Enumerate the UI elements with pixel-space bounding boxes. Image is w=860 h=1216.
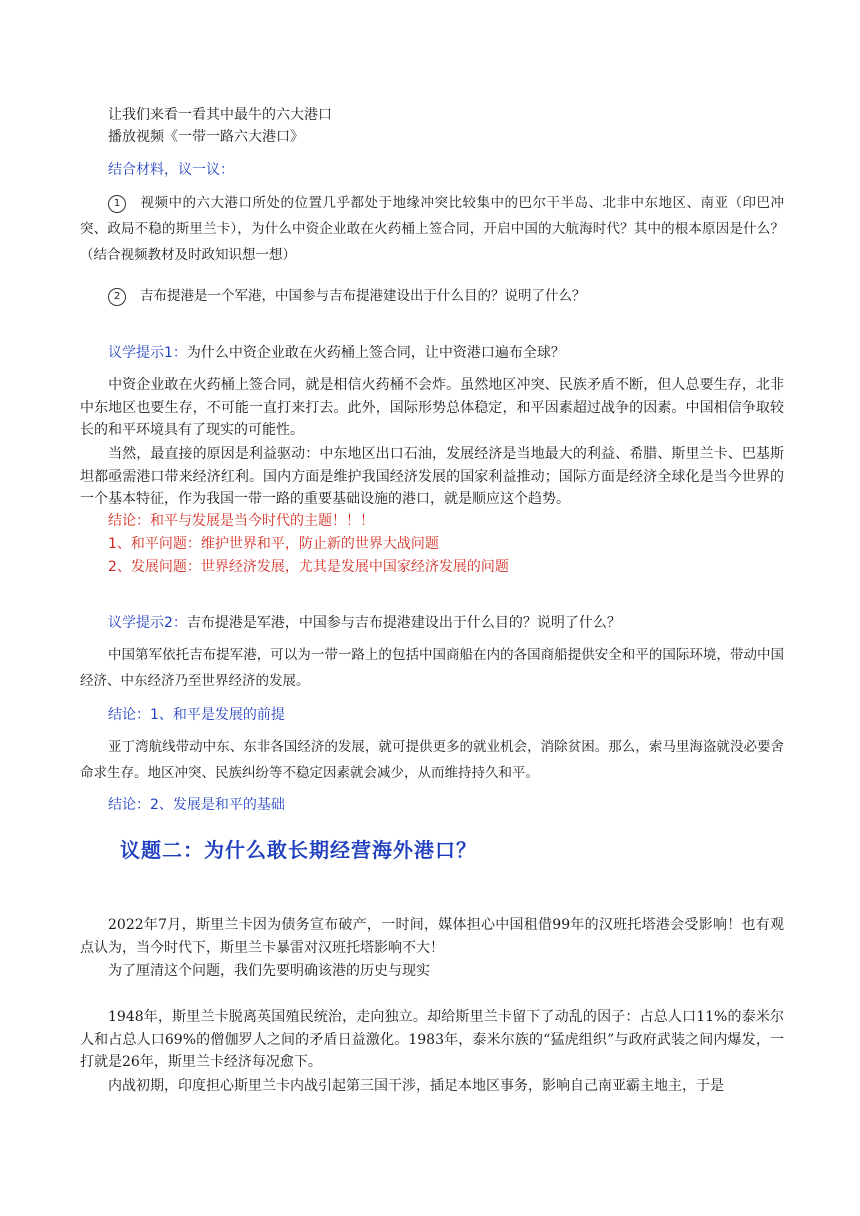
question-2 — [80, 283, 784, 309]
hint-2-paragraph-2-text: 亚丁湾航线带动中东、东非各国经济的发展，就可提供更多的就业机会，消除贫困。那么，索马里海盗就没必要舍命求生存。地区冲突、民族纠纷等不稳定因素就会减少，从而维持持久和平。 — [80, 739, 784, 781]
circled-number-1: 1 — [108, 195, 126, 213]
hint-1-heading — [108, 342, 788, 364]
hint-2-heading — [108, 612, 788, 634]
question-2-text: 吉布提港是一个军港，中国参与吉布提港建设出于什么目的？说明了什么？ — [140, 288, 586, 304]
discuss-title: 结合材料，议一议： — [108, 162, 234, 178]
hint-1-label: 议学提示1： — [108, 345, 187, 361]
intro-line-1: 让我们来看一看其中最牛的六大港口 — [108, 107, 332, 123]
hint-2-conclusion-1: 结论：1、和平是发展的前提 — [108, 707, 285, 723]
topic-2-paragraph-1 — [80, 914, 784, 959]
topic-2-paragraph-4-text: 内战初期，印度担心斯里兰卡内战引起第三国干涉，插足本地区事务，影响自己南亚霸主地主，于是 — [108, 1078, 724, 1094]
hint-2-paragraph-1-text: 中国第军依托吉布提军港，可以为一带一路上的包括中国商船在内的各国商船提供安全和平的国际环境，带动中国经济、中东经济乃至世界经济的发展。 — [80, 647, 784, 689]
topic-2-paragraph-2: 为了厘清这个问题，我们先要明确该港的历史与现实 — [108, 963, 430, 979]
hint-2-conclusion-2: 结论：2、发展是和平的基础 — [108, 797, 285, 813]
topic-2-paragraph-3 — [80, 1006, 784, 1074]
hint-1-paragraph-1 — [80, 374, 784, 442]
circled-number-2: 2 — [108, 288, 126, 306]
question-1-text: 视频中的六大港口所处的位置几乎都处于地缘冲突比较集中的巴尔干半岛、北非中东地区、南亚（印巴冲突、政局不稳的斯里兰卡），为什么中资企业敢在火药桶上签合同，开启中国的大航海时代？其中的根本原因是什么？（结合视频教材及时政知识想一想） — [80, 195, 784, 263]
topic-2-paragraph-4 — [80, 1075, 784, 1098]
hint-1-point-2: 2、发展问题：世界经济发展，尤其是发展中国家经济发展的问题 — [108, 559, 509, 575]
topic-2-paragraph-3-text: 1948年，斯里兰卡脱离英国殖民统治，走向独立。却给斯里兰卡留下了动乱的因子：占总人口11%的泰米尔人和占总人口69%的僧伽罗人之间的矛盾日益激化。1983年，泰米尔族的“猛虎组织”与政府武装之间内爆发，一打就是26年，斯里兰卡经济每况愈下。 — [80, 1009, 784, 1070]
hint-2-paragraph-1 — [80, 642, 784, 694]
hint-1-conclusion: 结论：和平与发展是当今时代的主题！！！ — [108, 513, 374, 529]
question-1 — [80, 190, 784, 268]
hint-2-question: 吉布提港是军港，中国参与吉布提港建设出于什么目的？说明了什么？ — [186, 615, 621, 631]
hint-1-paragraph-2 — [80, 443, 784, 511]
hint-1-paragraph-1-text: 中资企业敢在火药桶上签合同，就是相信火药桶不会炸。虽然地区冲突、民族矛盾不断，但人总要生存，北非中东地区也要生存，不可能一直打来打去。此外，国际形势总体稳定，和平因素超过战争的因素。中国相信争取较长的和平环境具有了现实的可能性。 — [80, 377, 784, 438]
hint-1-question: 为什么中资企业敢在火药桶上签合同，让中资港口遍布全球？ — [186, 345, 565, 361]
topic-2-title: 议题二：为什么敢长期经营海外港口？ — [120, 838, 477, 862]
hint-2-paragraph-2 — [80, 734, 784, 786]
hint-1-paragraph-2-text: 当然，最直接的原因是利益驱动：中东地区出口石油，发展经济是当地最大的利益、希腊、斯里兰卡、巴基斯坦都亟需港口带来经济红利。国内方面是维护我国经济发展的国家利益推动；国际方面是经济全球化是当今世界的一个基本特征，作为我国一带一路的重要基础设施的港口，就是顺应这个趋势。 — [80, 446, 784, 507]
hint-1-point-1: 1、和平问题：维护世界和平，防止新的世界大战问题 — [108, 536, 439, 552]
topic-2-paragraph-1-text: 2022年7月，斯里兰卡因为债务宣布破产，一时间，媒体担心中国租借99年的汉班托塔港会受影响！也有观点认为，当今时代下，斯里兰卡暴雷对汉班托塔影响不大！ — [80, 917, 784, 956]
intro-line-2: 播放视频《一带一路六大港口》 — [108, 129, 304, 145]
hint-2-label: 议学提示2： — [108, 615, 187, 631]
